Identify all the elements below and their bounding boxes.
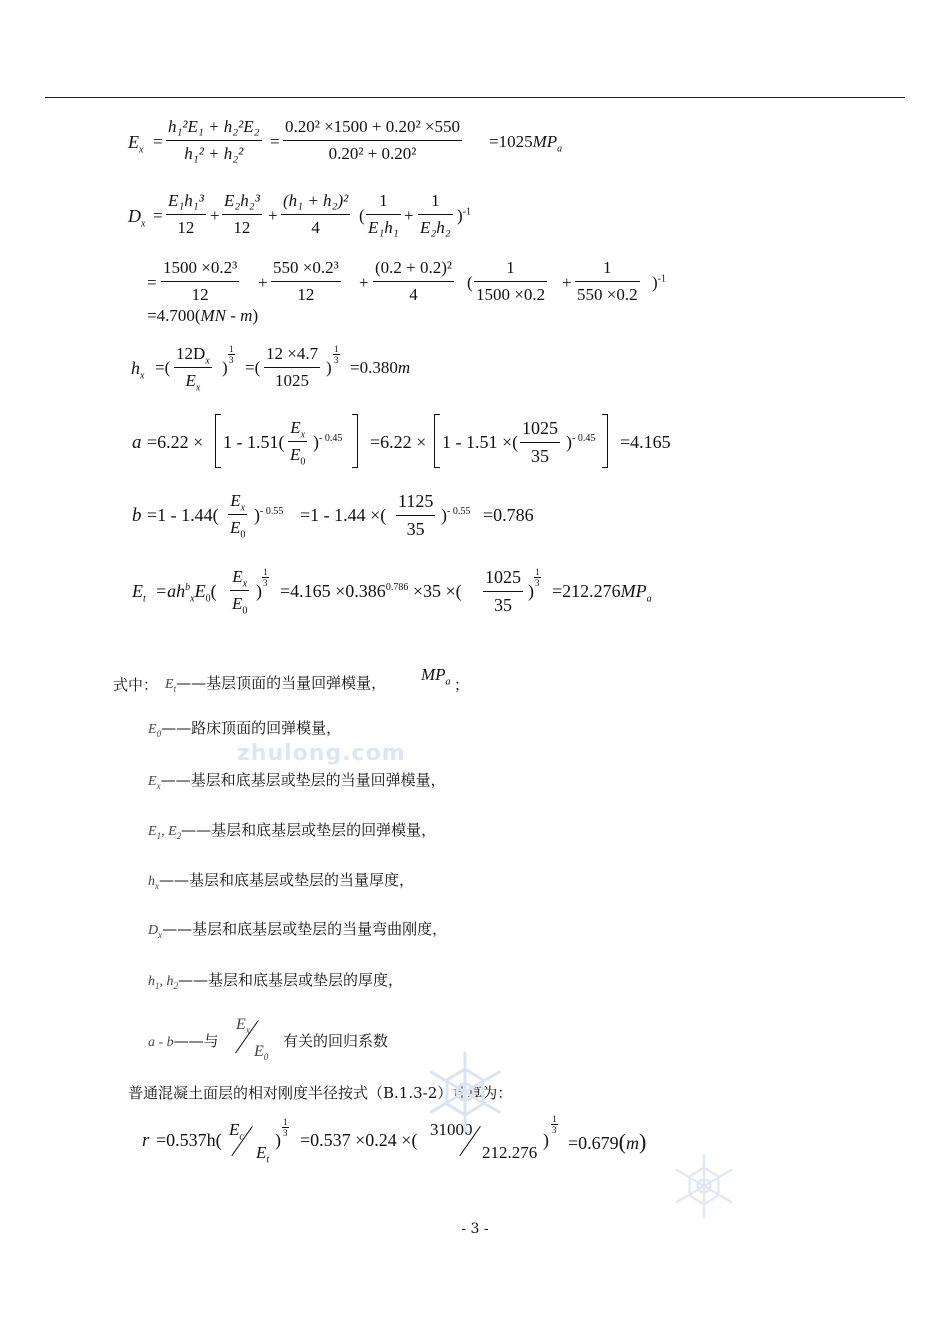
ex-frac2-num: 0.20² ×1500 + 0.20² ×550 [283,117,462,141]
et-f1-num-text: E [232,567,243,586]
dx-t5 [418,191,453,238]
legend-h2-sym: , h [159,974,174,989]
dx-n3 [373,258,454,305]
legend-ab-sym: a - b [148,1035,174,1050]
r-f1-num-sub: c [239,1131,244,1143]
dx-eq1: = [153,206,163,225]
a-f1-num-text: E [290,418,301,437]
paragraph-text: 普通混凝土面层的相对刚度半径按式（B.1.3-2）计算为： [128,1084,513,1102]
dx-t4-num: 1 [366,191,401,215]
legend-e0-sym: E [148,722,157,737]
legend-dx-sub: x [158,930,163,940]
hx-close2: ) [326,358,332,377]
et-f1-num-sub: x [242,578,248,590]
r-text1-main: =0.537h( [156,1130,222,1150]
ex-frac1-den: h₁² + h₂² [184,144,244,163]
legend-dx-sym: D [148,923,159,938]
legend-item-et [165,672,386,693]
a-inner2: 1 - 1.51 ×( [442,432,519,452]
hx-eq2: =( [245,358,261,377]
legend-h1-sub: 1 [155,981,160,991]
b-text2: =1 - 1.44 ×( [300,505,387,525]
legend-item-ab [148,1030,219,1051]
dx-n4 [474,258,547,305]
a-result: =4.165 [620,432,671,452]
b-close1: )$^{- 0.55}$ [254,505,284,525]
legend-ab-frac-num-sub: x [245,1025,250,1036]
r-exp2 [551,1114,558,1135]
a-f1 [288,418,307,468]
dx-t1 [166,191,206,238]
dx-plus5: + [359,273,369,292]
dx-t2-num: E₂h₂³ [222,191,262,215]
hx-result-unit: m [397,358,411,377]
et-text1b: E [194,581,206,601]
et-text1: $=ah^b_xE_0$( [155,581,217,605]
r-exp1 [282,1117,289,1138]
dx-exp2: -1 [657,273,667,285]
ex-frac2-den: 0.20² + 0.20² [328,144,417,163]
a-f1-den-sub: 0 [300,456,306,468]
et-result [552,581,652,605]
legend-e1-sub: 1 [156,831,162,841]
dx-lhs [128,206,146,230]
dx-lhs-symbol: D [128,206,141,226]
dx-plus2: + [268,206,278,225]
hx-f1-den-sub: x [195,382,201,394]
ex-eq2: = [270,132,280,151]
et-text2-sup: 0.786 [385,582,409,593]
a-f2-num: 1025 [520,418,560,443]
legend-ex-sym: E [148,774,157,789]
watermark-logo-text: zhulong.com [237,741,406,766]
dx-n3-den: 4 [409,285,418,304]
dx-n1-den: 12 [191,285,209,304]
et-f2-den: 35 [494,595,512,615]
dx-t2-den: 12 [233,218,251,237]
hx-f1-den [174,368,212,394]
legend-ex-text: ——基层和底基层或垫层的当量回弹模量， [160,771,446,789]
hx-exp2 [333,344,340,365]
b-f1 [228,491,247,541]
hx-exp2-den: 3 [334,355,339,365]
r-f1-den [256,1143,270,1166]
dx-result-unit: MN - m [200,306,253,325]
b-f1-den-text: E [230,518,241,537]
hx-f1-num-sub: x [205,355,210,367]
dx-t4-den: E₁h₁ [368,218,399,237]
r-exp2-num: 1 [552,1114,557,1124]
et-exp2-num: 1 [535,567,540,577]
hx-lhs-sub: x [140,370,145,382]
dx-paren-close2: )$^{-1}$ [652,273,667,292]
dx-n1 [161,258,239,305]
a-close2: )$^{- 0.45}$ [566,432,596,452]
r-exp2-den: 3 [552,1125,557,1135]
r-f2-den: 212.276 [482,1143,538,1162]
b-text1: =1 - 1.44( [147,505,219,525]
legend-e1-sym: E [148,824,157,839]
dx-n1-num: 1500 ×0.2³ [161,258,239,282]
legend-ab-frac-den [254,1043,268,1061]
hx-close1: ) [222,358,228,377]
et-lhs-sub: t [143,593,146,605]
et-f2-num: 1025 [483,567,523,592]
et-exp2-den: 3 [535,578,540,588]
legend-ex-sub: x [156,781,161,791]
legend-hx-text: ——基层和底基层或垫层的当量厚度， [159,871,415,889]
hx-exp1-num: 1 [229,344,234,354]
r-f1-den-text: E [256,1143,267,1162]
et-text2 [280,582,462,600]
b-f2 [396,491,435,540]
dx-result-close: ) [252,306,259,325]
legend-et-unit-sub: a [445,676,451,688]
et-f1-den-text: E [232,594,243,613]
b-result: =0.786 [483,505,534,525]
et-result-unit-sub: a [646,593,652,605]
legend-item-ex [148,769,446,790]
r-result [568,1131,646,1153]
legend-et-text: ——基层顶面的当量回弹模量， [176,674,387,692]
dx-paren-close: )$^{-1}$ [457,206,472,225]
legend-e0-text: ——路床顶面的回弹模量， [161,719,342,737]
hx-exp2-num: 1 [334,344,339,354]
legend-ab-frac-den-text: E [254,1043,264,1060]
hx-f1 [174,344,212,394]
dx-plus3: + [404,206,414,225]
legend-item-h1h2 [148,969,403,990]
b-f1-den-sub: 0 [240,529,246,541]
hx-f1-num [174,344,212,368]
legend-h2-sub: 2 [173,981,178,991]
ex-lhs-sub: x [139,144,144,156]
legend-ab-frac-num [236,1016,250,1034]
legend-hx-sym: h [148,874,155,889]
legend-e2-sub: 2 [176,831,182,841]
a-text2: =6.22 × [370,432,427,452]
et-exp2 [534,567,541,588]
a-bracket-left2 [434,414,440,468]
hx-f1-den-text: E [185,371,196,390]
legend-et-end: ； [454,676,470,694]
et-f1 [230,567,249,617]
r-f1-den-sub: t [266,1154,270,1166]
et-text1-sub: x [190,593,195,605]
ex-result [489,132,563,155]
legend-hx-sub: x [155,881,159,891]
b-lhs: b [132,505,142,526]
et-text1-main: =ah [155,581,186,601]
b-f1-num [228,491,247,515]
dx-eq2: = [147,273,157,292]
r-close1: ) [275,1130,281,1150]
et-result-value: =212.276 [552,581,621,601]
dx-n4-num: 1 [474,258,547,282]
dx-exp: -1 [462,206,472,218]
legend-ab-frac-num-text: E [236,1016,246,1033]
ex-frac2 [283,117,462,164]
dx-n5 [575,258,640,305]
dx-n5-num: 1 [575,258,640,282]
hx-f2 [264,344,320,391]
dx-paren-open: ( [359,206,365,225]
legend-e2-sym: , E [161,824,177,839]
a-text1: =6.22 × [147,432,204,452]
et-text1-sup: b [185,582,191,593]
et-close1: ) [256,581,262,601]
et-text3: ×35 ×( [412,581,462,601]
et-close2: ) [528,581,534,601]
b-f1-num-text: E [230,491,241,510]
dx-plus6: + [562,273,572,292]
dx-result [147,307,258,324]
b-close2: )$^{- 0.55}$ [441,505,471,525]
dx-t5-den: E₂h₂ [420,218,451,237]
r-exp1-num: 1 [283,1117,288,1127]
a-f1-den-text: E [290,445,301,464]
legend-ab-text: ——与 [173,1032,219,1050]
et-text2-main: =4.165 ×0.386 [280,581,386,601]
dx-n2-num: 550 ×0.2³ [271,258,341,282]
et-f2 [483,567,523,616]
r-result-paren-close: ) [638,1129,647,1154]
et-f1-den [230,591,249,617]
legend-h1-sym: h [148,974,155,989]
b-f1-num-sub: x [240,502,246,514]
dx-lhs-sub: x [141,218,146,230]
dx-t1-den: 12 [177,218,195,237]
et-f1-den-sub: 0 [242,605,248,617]
snowflake-watermark-small-icon [668,1150,740,1222]
r-text2: =0.537 ×0.24 ×( [300,1130,418,1150]
hx-f2-den: 1025 [275,371,310,390]
legend-h1h2-text: ——基层和底基层或垫层的厚度， [178,971,404,989]
r-f1-num [229,1120,244,1143]
legend-intro: 式中： [113,676,159,694]
legend-item-e1e2 [148,819,436,840]
a-bracket-right1 [352,414,358,468]
ex-frac1-num: h₁²E₁ + h₂²E₂ [166,117,262,141]
a-inner1: 1 - 1.51( [223,432,285,452]
et-exp1 [262,567,269,588]
dx-t3-num: (h₁ + h₂)² [281,191,350,215]
a-f1-den [288,442,307,468]
a-close1: )$^{- 0.45}$ [313,432,343,452]
dx-result-value: =4.700( [147,306,201,325]
a-f1-num [288,418,307,442]
ex-result-unit-sub: a [557,143,563,155]
hx-result [350,359,410,376]
legend-e1e2-text: ——基层和底基层或垫层的回弹模量， [181,821,437,839]
dx-plus1: + [210,206,220,225]
r-text1 [156,1131,222,1149]
hx-eq1: =( [155,358,171,377]
r-exp1-den: 3 [283,1128,288,1138]
a-exp1: - 0.45 [319,433,343,444]
hx-f2-num: 12 ×4.7 [264,344,320,368]
et-text1b-sub: 0 [205,593,211,605]
dx-t3-den: 4 [311,218,320,237]
et-result-unit: MP [620,581,647,601]
dx-t1-num: E₁h₁³ [166,191,206,215]
et-f1-num [230,567,249,591]
legend-ab-frac-den-sub: 0 [263,1052,269,1063]
r-close2: ) [543,1130,549,1150]
dx-n5-den: 550 ×0.2 [577,285,638,304]
et-exp1-den: 3 [263,578,268,588]
ex-result-value: =1025 [489,132,533,151]
b-exp2: - 0.55 [447,506,471,517]
header-rule [45,97,905,98]
b-exp1: - 0.55 [260,506,284,517]
page-number: - 3 - [461,1221,489,1237]
legend-item-dx [148,918,447,939]
r-f2-num: 31000 [430,1120,473,1139]
legend-dx-text: ——基层和底基层或垫层的当量弯曲刚度， [162,920,448,938]
legend-et-unit-text: MP [421,665,446,684]
dx-n2-den: 12 [297,285,315,304]
dx-n3-num: (0.2 + 0.2)² [373,258,454,282]
a-lhs: a [132,432,142,453]
hx-exp1 [228,344,235,365]
b-f1-den [228,515,247,541]
a-exp2: - 0.45 [572,433,596,444]
dx-t4 [366,191,401,238]
ex-lhs [128,132,144,156]
dx-t3 [281,191,350,238]
b-f2-num: 1125 [396,491,435,516]
legend-et-sym: E [165,677,174,692]
hx-f1-num-text: 12D [176,344,206,363]
snowflake-watermark-icon [420,1047,510,1137]
et-lhs-symbol: E [132,581,143,601]
ex-frac1 [166,117,262,164]
legend-e0-sub: 0 [156,729,162,739]
a-bracket-left1 [215,414,221,468]
dx-paren-open2: ( [467,273,473,292]
dx-t2 [222,191,262,238]
et-exp1-num: 1 [263,567,268,577]
et-lhs [132,581,146,605]
hx-result-value: =0.380 [350,358,398,377]
legend-ab-text2: 有关的回归系数 [283,1032,389,1050]
hx-lhs-symbol: h [131,358,140,378]
r-result-value: =0.679 [568,1133,619,1153]
legend-item-hx [148,869,414,890]
r-result-paren-open: ( [618,1129,626,1154]
a-f2 [520,418,560,467]
legend-item-e0 [148,717,341,738]
ex-lhs-symbol: E [128,132,139,152]
a-f2-den: 35 [531,446,549,466]
dx-n4-den: 1500 ×0.2 [476,285,546,304]
hx-lhs [131,358,145,382]
dx-t5-num: 1 [418,191,453,215]
dx-n2 [271,258,341,305]
b-f2-den: 35 [406,519,425,539]
a-f1-num-sub: x [300,429,306,441]
dx-plus4: + [258,273,268,292]
ex-result-unit: MP [532,132,558,151]
ex-eq1: = [153,132,163,151]
legend-et-unit [421,665,451,688]
legend-et-sub: t [173,684,177,694]
r-f1-num-text: E [229,1120,240,1139]
hx-exp1-den: 3 [229,355,234,365]
a-bracket-right2 [602,414,608,468]
r-lhs: r [142,1130,150,1151]
r-result-unit: m [625,1133,639,1153]
